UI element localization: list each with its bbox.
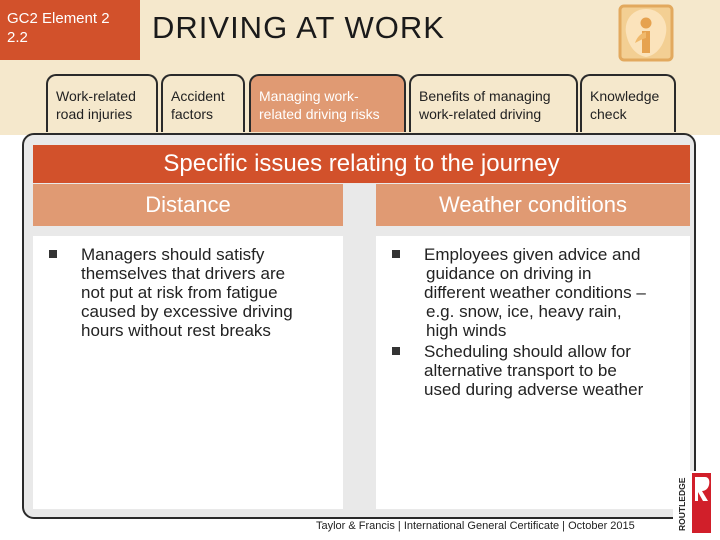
tab-benefits-of-managing-work-related-driving[interactable] (409, 74, 578, 132)
square-bullet-icon (392, 347, 400, 355)
tab-knowledge-check[interactable] (580, 74, 676, 132)
bullet-item: Managers should satisfy themselves that drivers are not put at risk from fatigue caused by excessive driving hours without rest breaks (81, 245, 343, 340)
bullet-item: Scheduling should allow for alternative transport to be used during adverse weather (424, 342, 690, 399)
footer-text: Taylor & Francis | International General Certificate | October 2015 (316, 520, 635, 532)
tab-accident-factors[interactable] (161, 74, 245, 132)
tab-managing-work-related-driving-risks[interactable] (249, 74, 406, 132)
column-heading-weather-conditions: Weather conditions (376, 184, 690, 226)
tab-label-line1: Work-related (56, 88, 136, 104)
section-heading: Specific issues relating to the journey (33, 145, 690, 183)
tab-label-line1: Knowledge (590, 88, 660, 104)
tab-work-related-road-injuries[interactable] (46, 74, 158, 132)
element-label-line1: GC2 Element 2 (7, 10, 110, 27)
tab-label-line2: work-related driving (419, 106, 542, 122)
info-logo-icon (617, 3, 675, 63)
square-bullet-icon (49, 250, 57, 258)
tab-label-line2: factors (171, 106, 214, 122)
column-heading-distance: Distance (33, 184, 343, 226)
column-body-weather-conditions (376, 236, 690, 509)
element-label (0, 0, 140, 60)
bullet-item: Employees given advice and guidance on driving in different weather conditions – e.g. snow, ice, heavy rain, high winds (424, 245, 690, 340)
element-label-line2: 2.2 (7, 29, 28, 46)
tab-label-line2: related driving risks (259, 106, 380, 122)
tab-label-line2: check (590, 106, 627, 122)
column-body-distance (33, 236, 343, 509)
tab-label-line1: Benefits of managing (419, 88, 551, 104)
tab-label-line1: Managing work- (259, 88, 359, 104)
square-bullet-icon (392, 250, 400, 258)
routledge-logo-icon (673, 471, 713, 535)
tab-label-line2: road injuries (56, 106, 133, 122)
routledge-logo-text: ROUTLEDGE (677, 477, 687, 531)
tab-label-line1: Accident (171, 88, 225, 104)
page-title: DRIVING AT WORK (152, 10, 445, 45)
